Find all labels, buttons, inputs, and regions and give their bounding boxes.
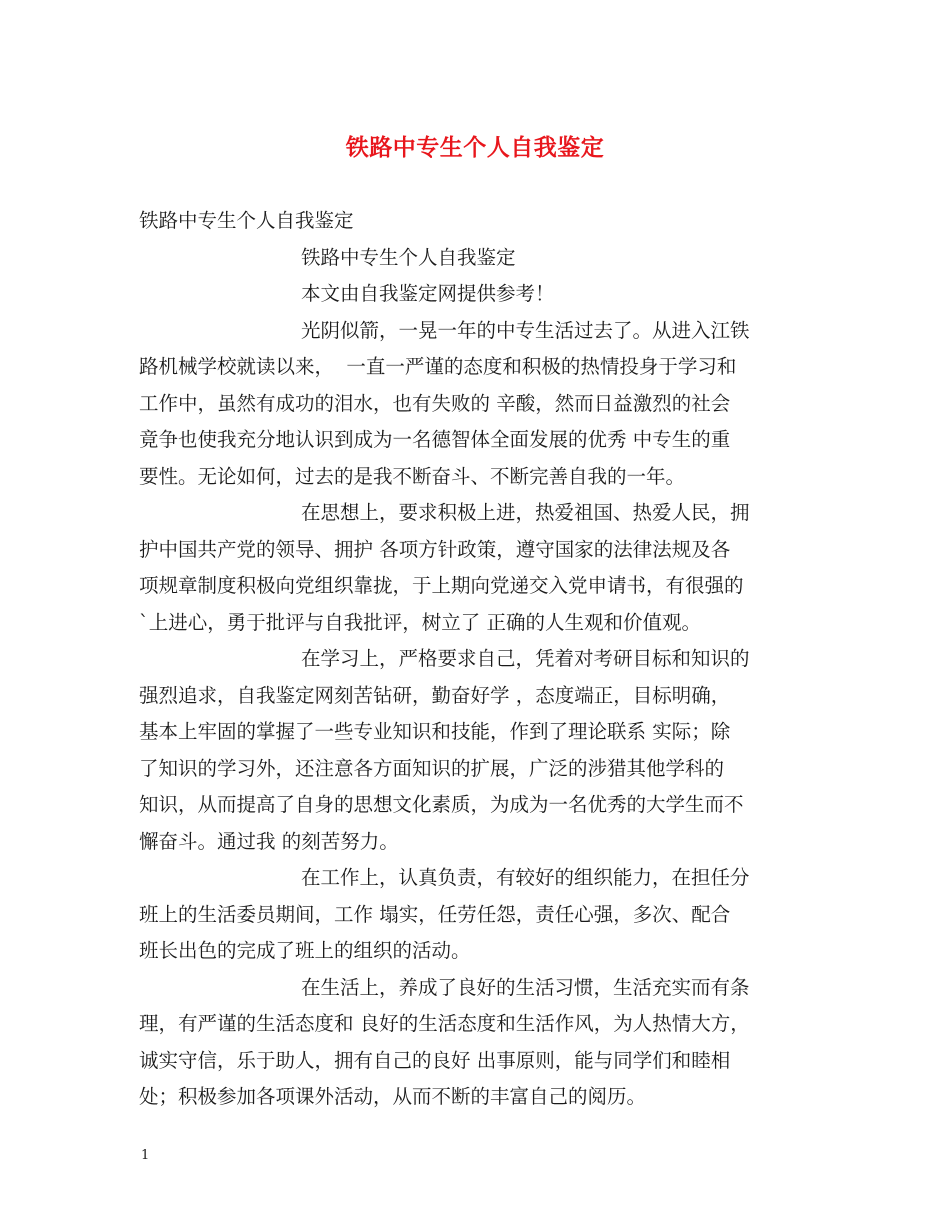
paragraph-line: 懈奋斗。通过我 的刻苦努力。 xyxy=(139,829,399,853)
page-number: 1 xyxy=(141,1148,150,1163)
source-note-line: 本文由自我鉴定网提供参考！ xyxy=(301,282,555,305)
paragraph-line: 理，有严谨的生活态度和 良好的生活态度和生活作风，为人热情大方， xyxy=(139,1012,750,1035)
paragraph-line: 工作中，虽然有成功的泪水，也有失败的 辛酸，然而日益激烈的社会 xyxy=(139,391,731,415)
page-title: 铁路中专生个人自我鉴定 xyxy=(345,134,605,161)
paragraph-line: 在学习上，严格要求自己，凭着对考研目标和知识的 xyxy=(301,647,750,670)
document-body xyxy=(139,203,825,1116)
paragraph-line: 在生活上，养成了良好的生活习惯，生活充实而有条 xyxy=(301,975,750,999)
paragraph-line: 护中国共产党的领导、拥护 各项方针政策，遵守国家的法律法规及各 xyxy=(139,537,731,561)
paragraph-line: `上进心，勇于批评与自我批评，树立了 正确的人生观和价值观。 xyxy=(139,610,701,634)
paragraph-line: 在思想上，要求积极上进，热爱祖国、热爱人民，拥 xyxy=(301,501,750,524)
paragraph-line: 诚实守信，乐于助人，拥有自己的良好 出事原则，能与同学们和睦相 xyxy=(139,1048,731,1072)
paragraph-line: 班长出色的完成了班上的组织的活动。 xyxy=(139,939,471,962)
paragraph-line: 项规章制度积极向党组织靠拢，于上期向党递交入党申请书，有很强的 xyxy=(139,574,744,597)
paragraph-line: 在工作上，认真负责，有较好的组织能力，在担任分 xyxy=(301,866,750,889)
paragraph-line: 了知识的学习外，还注意各方面知识的扩展，广泛的涉猎其他学科的 xyxy=(139,756,725,780)
paragraph-line: 竟争也使我充分地认识到成为一名德智体全面发展的优秀 中专生的重 xyxy=(139,428,731,451)
paragraph-line: 基本上牢固的掌握了一些专业知识和技能，作到了理论联系 实际；除 xyxy=(139,720,731,743)
paragraph-line: 光阴似箭，一晃一年的中专生活过去了。从进入江铁 xyxy=(301,318,750,342)
subtitle-line: 铁路中专生个人自我鉴定 xyxy=(139,209,354,232)
paragraph-line: 处；积极参加各项课外活动，从而不断的丰富自己的阅历。 xyxy=(139,1085,647,1108)
paragraph-line: 班上的生活委员期间，工作 塌实，任劳任怨，责任心强，多次、配合 xyxy=(139,902,731,926)
paragraph-line: 要性。无论如何，过去的是我不断奋斗、不断完善自我的一年。 xyxy=(139,464,686,488)
heading-line: 铁路中专生个人自我鉴定 xyxy=(301,245,516,269)
paragraph-line: 路机械学校就读以来， 一直一严谨的态度和积极的热情投身于学习和 xyxy=(139,355,737,378)
paragraph-line: 强烈追求，自我鉴定网刻苦钻研，勤奋好学 ，态度端正，目标明确， xyxy=(139,683,731,707)
paragraph-line: 知识，从而提高了自身的思想文化素质，为成为一名优秀的大学生而不 xyxy=(139,793,744,816)
